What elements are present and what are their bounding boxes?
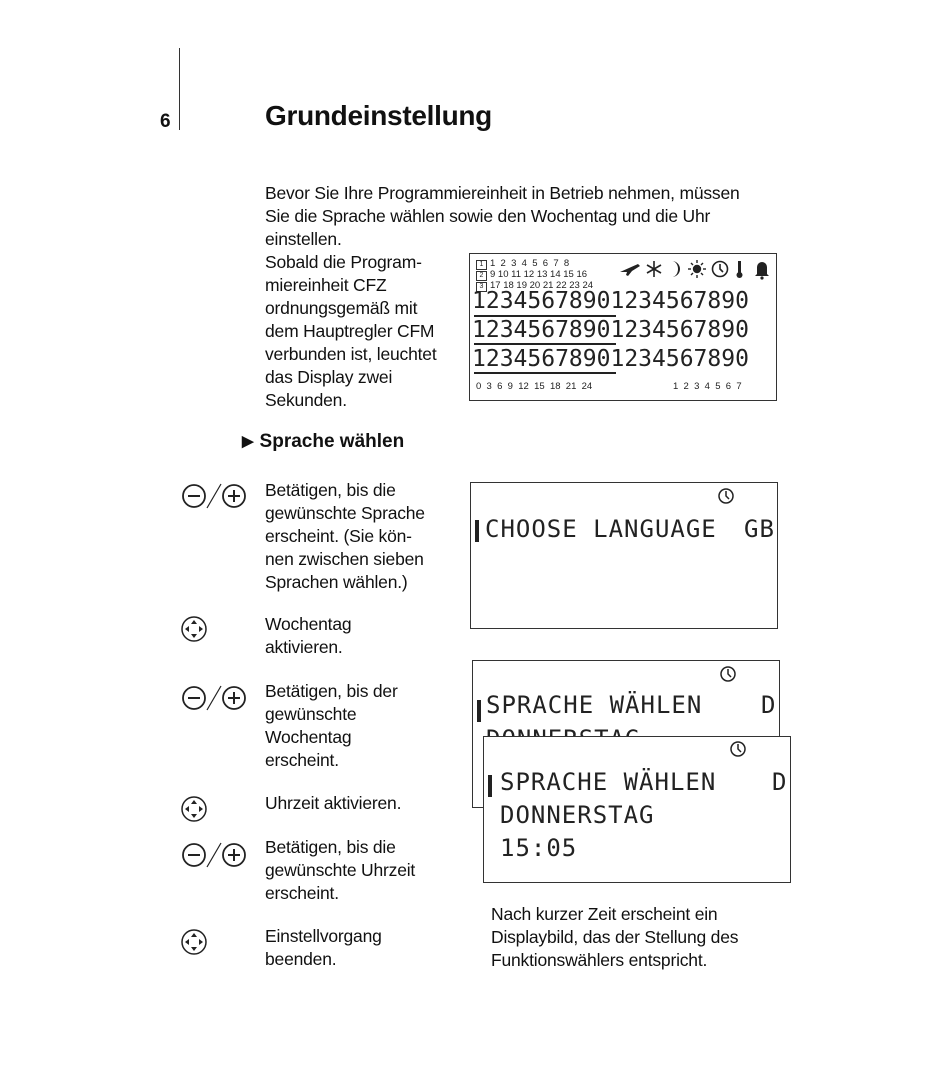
navigation-pad-icon (180, 928, 208, 956)
blinking-cursor (475, 520, 479, 542)
minus-plus-buttons-icon (180, 684, 248, 712)
thermometer-icon (737, 261, 743, 278)
segment-line-1: 12345678901234567890 (472, 288, 749, 314)
time-value: 15:05 (500, 834, 578, 862)
moon-icon (672, 261, 680, 277)
minus-plus-buttons-icon (180, 482, 248, 510)
navigation-pad-icon (180, 795, 208, 823)
clock-icon (717, 487, 735, 505)
segment-line-2: 12345678901234567890 (472, 317, 749, 343)
blinking-cursor (488, 775, 492, 797)
display-hours-scale: 0 3 6 9 12 15 18 21 24 (476, 381, 593, 392)
weekday-language-code: D (761, 691, 777, 719)
language-text: CHOOSE LANGUAGE (485, 515, 717, 543)
plane-icon (620, 264, 640, 276)
step-4-text: Uhrzeit aktivieren. (265, 793, 402, 813)
clock-icon (713, 262, 728, 277)
display-days-scale: 1 2 3 4 5 6 7 (673, 381, 742, 392)
full-segment-display (469, 253, 777, 401)
sun-icon (688, 260, 706, 278)
bell-icon (755, 262, 769, 280)
language-code: GB (744, 515, 775, 543)
weekday-language-text: SPRACHE WÄHLEN (486, 691, 703, 719)
step-1-text: Betätigen, bis die gewünschte Sprache erscheint. (Sie kön- nen zwischen sieben Sprachen wählen.) (265, 480, 425, 592)
page-number: 6 (160, 111, 171, 132)
segment-line-3: 12345678901234567890 (472, 346, 749, 372)
display-icon-row (618, 258, 774, 280)
section-heading: ▶ Sprache wählen (242, 431, 405, 452)
time-weekday-text: DONNERSTAG (500, 801, 655, 829)
navigation-pad-icon (180, 615, 208, 643)
step-5-text: Betätigen, bis die gewünschte Uhrzeit erscheint. (265, 837, 416, 903)
display-row-3: 3 17 18 19 20 21 22 23 24 (476, 280, 593, 292)
blinking-cursor (477, 700, 481, 722)
time-display (483, 736, 791, 883)
minus-plus-buttons-icon (180, 841, 248, 869)
step-6-text: Einstellvorgang beenden. (265, 926, 382, 969)
intro-paragraph: Bevor Sie Ihre Programmiereinheit in Betrieb nehmen, müssen Sie die Sprache wählen sowie den Wochentag und die Uhr einstellen. Sobald die Program- miereinheit CFZ ordnungsgemäß mit dem Hauptregler CFM verbunden ist, leuchtet das Display zwei Sekunden. (265, 183, 740, 410)
language-display (470, 482, 778, 629)
caption: Nach kurzer Zeit erscheint ein Displaybild, das der Stellung des Funktionswählers entspricht. (491, 904, 739, 970)
step-3-text: Betätigen, bis der gewünschte Wochentag erscheint. (265, 681, 398, 770)
clock-icon (729, 740, 747, 758)
snowflake-icon (647, 261, 661, 277)
time-language-text: SPRACHE WÄHLEN (500, 768, 717, 796)
time-language-code: D (772, 768, 788, 796)
margin-rule (179, 48, 180, 130)
step-2-text: Wochentag aktivieren. (265, 614, 352, 657)
page-title: Grundeinstellung (265, 100, 492, 131)
segment-underline-3 (474, 372, 616, 374)
display-row-1: 1 1 2 3 4 5 6 7 8 (476, 258, 569, 270)
triangle-bullet-icon: ▶ (242, 433, 254, 450)
clock-icon (719, 665, 737, 683)
segment-underline-2 (474, 343, 616, 345)
display-row-2: 2 9 10 11 12 13 14 15 16 (476, 269, 587, 281)
